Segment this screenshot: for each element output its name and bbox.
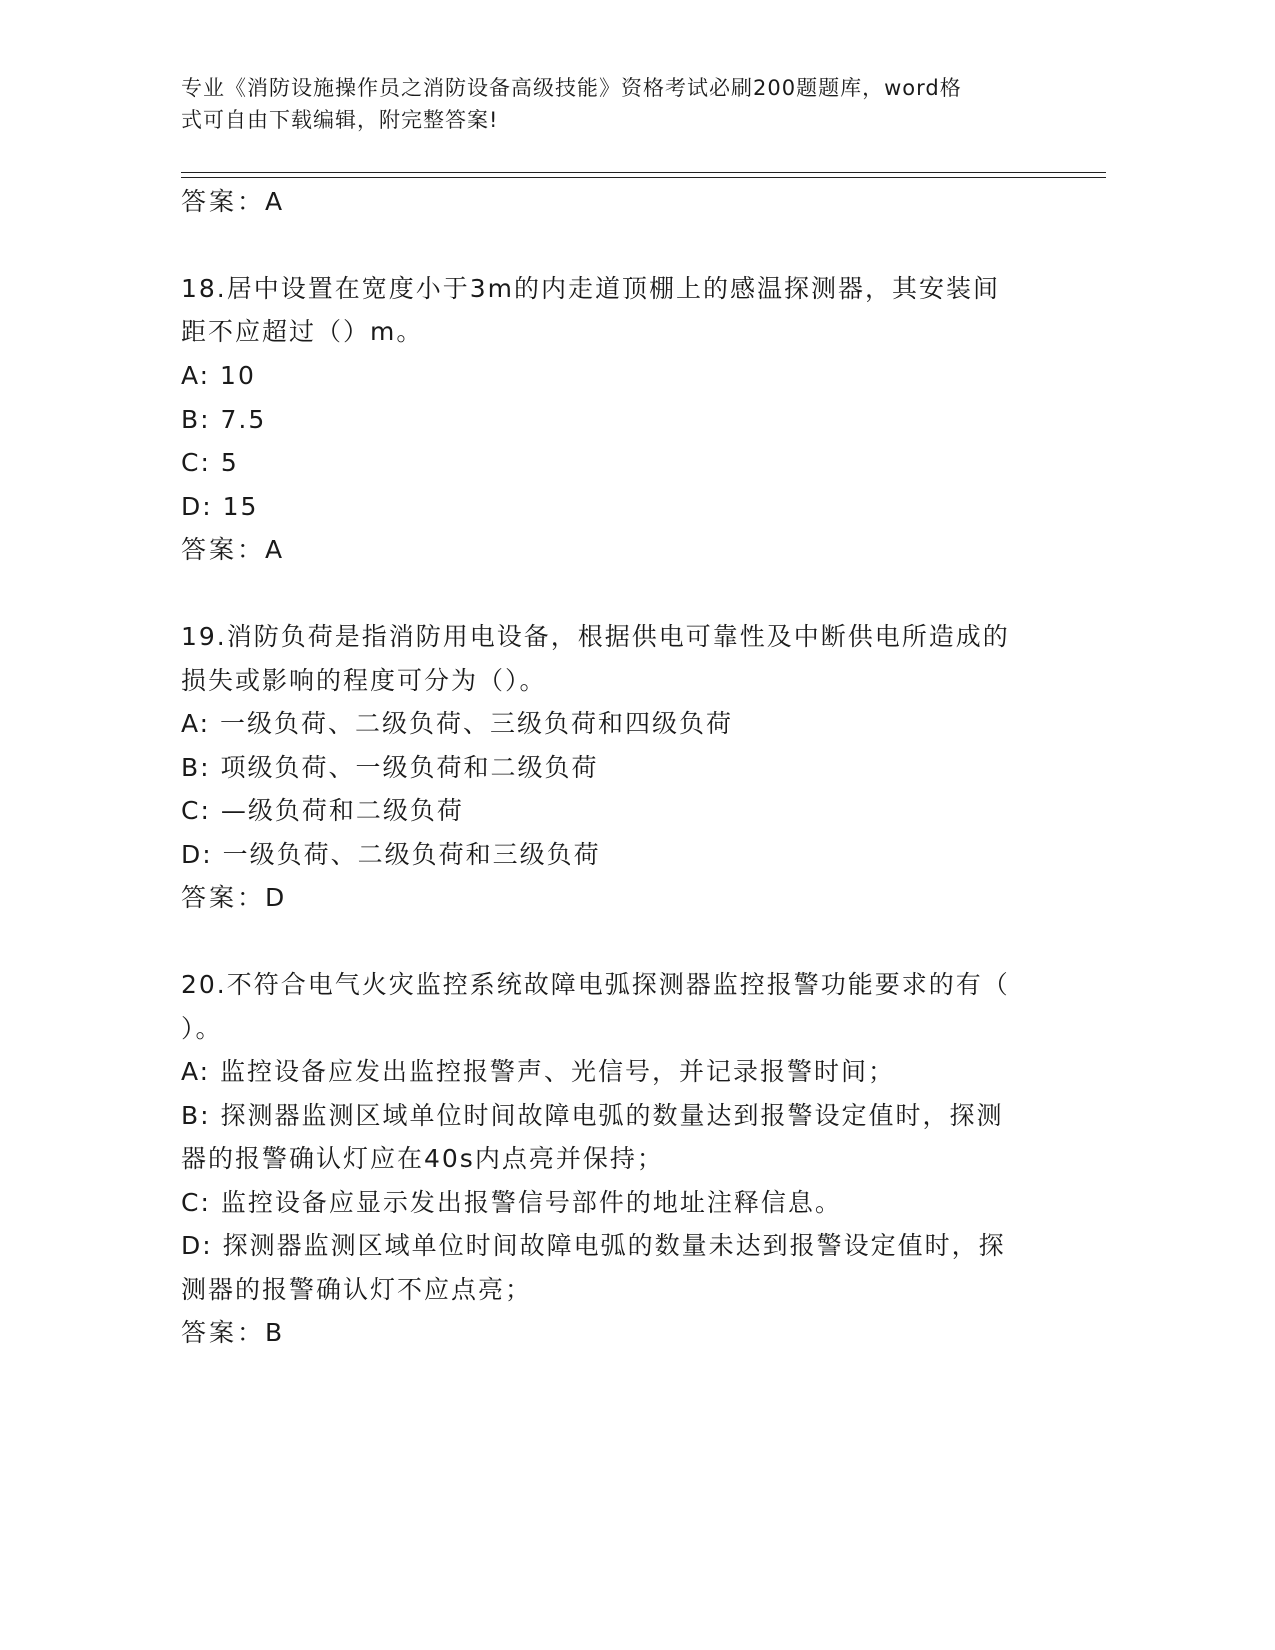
answer-value: A xyxy=(265,187,284,216)
question-20-line-1: 20.不符合电气火灾监控系统故障电弧探测器监控报警功能要求的有（ xyxy=(181,970,1010,999)
question-18-option-b: B: 7.5 xyxy=(181,405,267,434)
answer-label: 答案： xyxy=(181,883,266,912)
answer-value: A xyxy=(265,535,284,564)
question-18-line-1: 18.居中设置在宽度小于3m的内走道顶棚上的感温探测器，其安装间 xyxy=(181,274,1001,303)
answer-value: D xyxy=(265,883,286,912)
question-20-line-2: ）。 xyxy=(181,1014,223,1043)
question-18-option-a: A: 10 xyxy=(181,361,256,390)
question-20-option-a: A: 监控设备应发出监控报警声、光信号，并记录报警时间； xyxy=(181,1057,896,1086)
question-19-option-c: C: —级负荷和二级负荷 xyxy=(181,796,464,825)
header-rule-top xyxy=(181,172,1106,173)
question-19-option-d: D: 一级负荷、二级负荷和三级负荷 xyxy=(181,840,601,869)
question-19-option-a: A: 一级负荷、二级负荷、三级负荷和四级负荷 xyxy=(181,709,734,738)
answer-label: 答案： xyxy=(181,535,266,564)
question-19-line-2: 损失或影响的程度可分为（）。 xyxy=(181,666,547,695)
question-18-answer xyxy=(181,533,1041,567)
question-18-line-2: 距不应超过（）m。 xyxy=(181,317,424,346)
question-20-option-d-line-2: 测器的报警确认灯不应点亮； xyxy=(181,1275,533,1304)
document-header xyxy=(181,72,1031,136)
question-20-option-b-line-2: 器的报警确认灯应在40s内点亮并保持； xyxy=(181,1144,664,1173)
question-19-option-b: B: 项级负荷、一级负荷和二级负荷 xyxy=(181,753,599,782)
question-20-answer xyxy=(181,1316,1041,1350)
question-20-option-b-line-1: B: 探测器监测区域单位时间故障电弧的数量达到报警设定值时，探测 xyxy=(181,1101,1004,1130)
question-20-option-c: C: 监控设备应显示发出报警信号部件的地址注释信息。 xyxy=(181,1188,842,1217)
answer-label: 答案： xyxy=(181,1318,266,1347)
prev-answer-line xyxy=(181,185,1041,219)
question-19-answer xyxy=(181,881,1041,915)
question-18-option-c: C: 5 xyxy=(181,448,239,477)
header-line-2: 式可自由下载编辑，附完整答案! xyxy=(181,108,499,132)
answer-value: B xyxy=(265,1318,284,1347)
question-20-option-d-line-1: D: 探测器监测区域单位时间故障电弧的数量未达到报警设定值时，探 xyxy=(181,1231,1006,1260)
header-line-1: 专业《消防设施操作员之消防设备高级技能》资格考试必刷200题题库，word格 xyxy=(181,76,962,100)
question-19-line-1: 19.消防负荷是指消防用电设备，根据供电可靠性及中断供电所造成的 xyxy=(181,622,1010,651)
question-18-option-d: D: 15 xyxy=(181,492,259,521)
answer-label: 答案： xyxy=(181,187,266,216)
header-rule-bottom xyxy=(181,177,1106,178)
